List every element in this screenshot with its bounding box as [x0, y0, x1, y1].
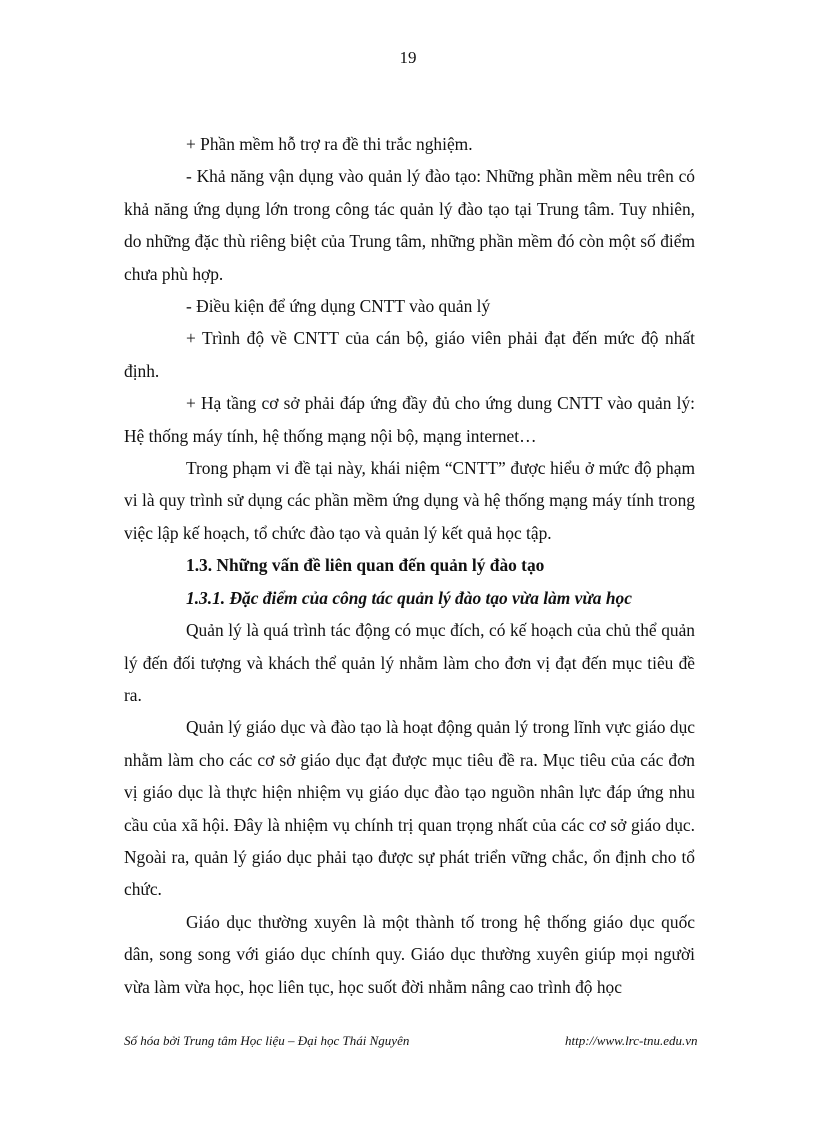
document-body — [124, 128, 695, 1003]
paragraph-continuing-education: Giáo dục thường xuyên là một thành tố trong hệ thống giáo dục quốc dân, song song với giáo dục chính quy. Giáo dục thường xuyên giúp mọi người vừa làm vừa học, học liên tục, học suốt đời nhằm nâng cao trình độ học — [124, 911, 695, 997]
footer-source-credit: Số hóa bởi Trung tâm Học liệu – Đại học Thái Nguyên — [124, 1033, 410, 1048]
paragraph-scope-definition: Trong phạm vi đề tại này, khái niệm “CNTT” được hiểu ở mức độ phạm vi là quy trình sử dụng các phần mềm ứng dụng và hệ thống mạng máy tính trong việc lập kế hoạch, tổ chức đào tạo và quản lý kết quả học tập. — [124, 458, 695, 543]
paragraph-staff-skill: + Trình độ về CNTT của cán bộ, giáo viên phải đạt đến mức độ nhất định. — [124, 328, 695, 381]
paragraph-applicability: - Khả năng vận dụng vào quản lý đào tạo: Những phần mềm nêu trên có khả năng ứng dụng lớn trong công tác quản lý đào tạo tại Trung tâm. Tuy nhiên, do những đặc thù riêng biệt của Trung tâm, những phần mềm đó còn một số điểm chưa phù hợp. — [124, 166, 695, 284]
footer-url: http://www.lrc-tnu.edu.vn — [565, 1033, 698, 1048]
paragraph-infrastructure: + Hạ tầng cơ sở phải đáp ứng đầy đủ cho ứng dung CNTT vào quản lý: Hệ thống máy tính, hệ thống mạng nội bộ, mạng internet… — [124, 393, 695, 446]
paragraph-software-test: + Phần mềm hỗ trợ ra đề thi trắc nghiệm. — [186, 134, 473, 154]
paragraph-management-definition: Quản lý là quá trình tác động có mục đích, có kế hoạch của chủ thể quản lý đến đối tượng và khách thể quản lý nhằm làm cho đơn vị đạt đến mục tiêu đề ra. — [124, 620, 695, 705]
subsection-heading-1-3-1: 1.3.1. Đặc điểm của công tác quản lý đào tạo vừa làm vừa học — [186, 587, 632, 608]
page-number: 19 — [399, 48, 417, 67]
paragraph-conditions: - Điều kiện để ứng dụng CNTT vào quản lý — [186, 296, 491, 317]
paragraph-education-management: Quản lý giáo dục và đào tạo là hoạt động quản lý trong lĩnh vực giáo dục nhằm làm cho các cơ sở giáo dục đạt được mục tiêu đề ra. Mục tiêu của các đơn vị giáo dục là thực hiện nhiệm vụ giáo dục đào tạo nguồn nhân lực đáp ứng nhu cầu của xã hội. Đây là nhiệm vụ chính trị quan trọng nhất của các cơ sở giáo dục. Ngoài ra, quản lý giáo dục phải tạo được sự phát triển vững chắc, ổn định cho tổ chức. — [124, 717, 695, 900]
section-heading-1-3: 1.3. Những vấn đề liên quan đến quản lý đào tạo — [186, 555, 545, 576]
